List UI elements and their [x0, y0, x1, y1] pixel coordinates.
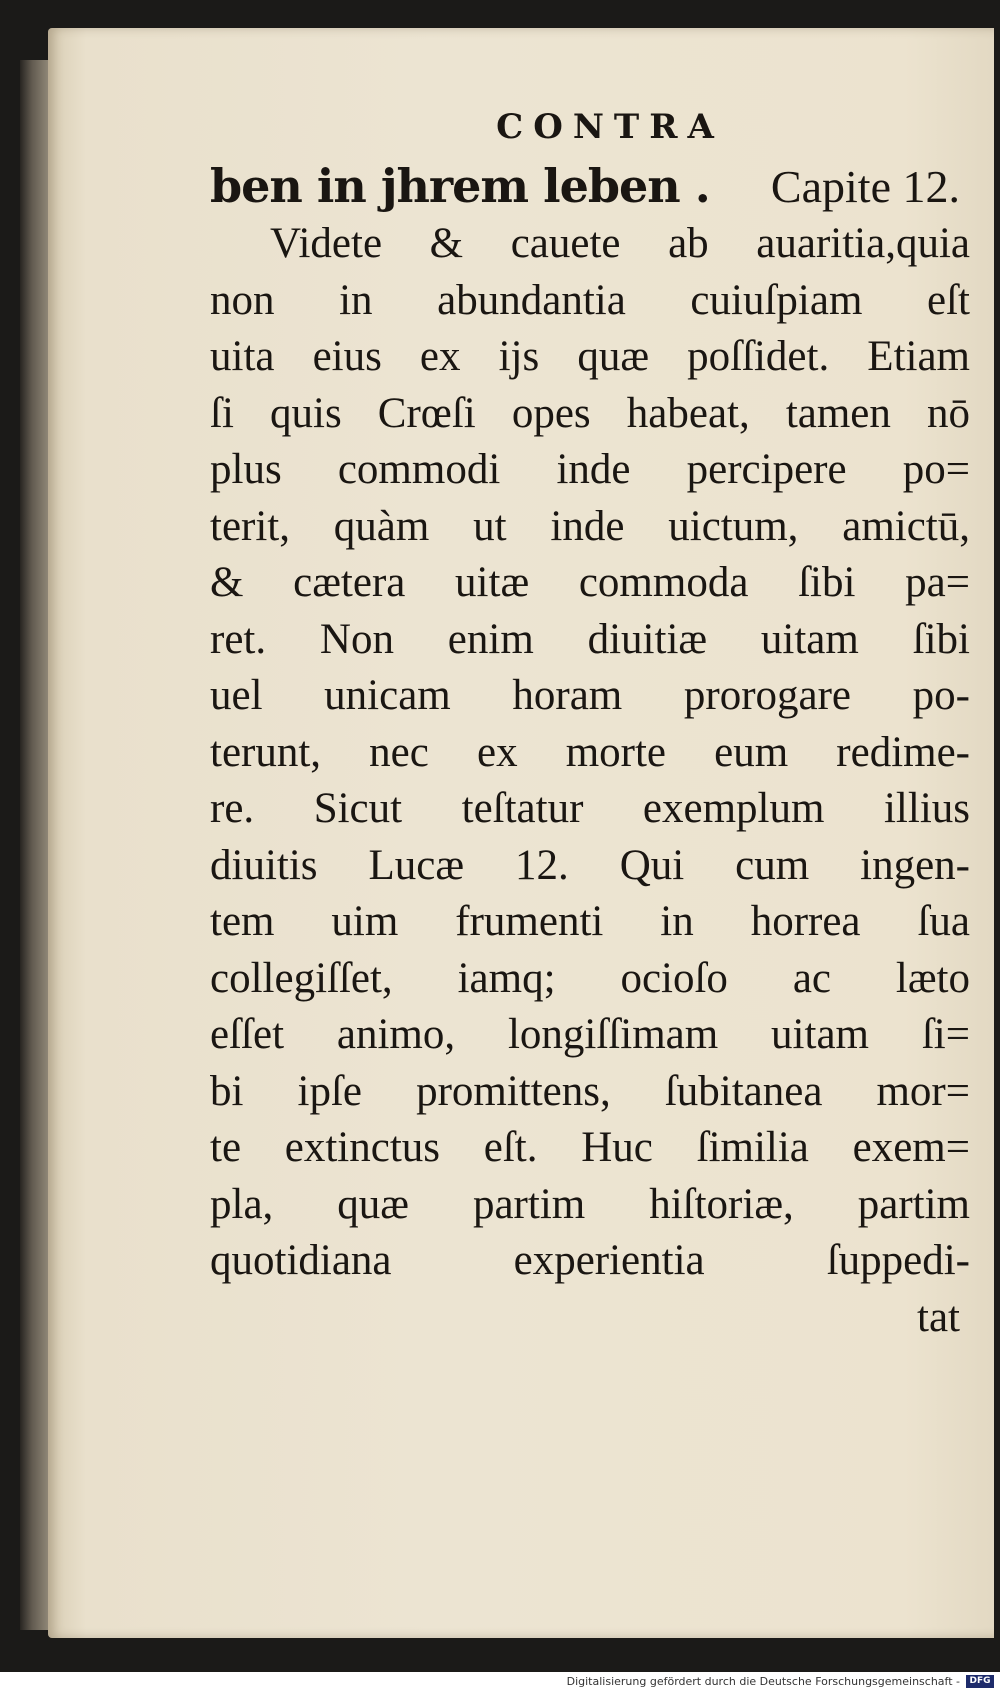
text-line: diuitis Lucæ 12. Qui cum ingen- [210, 841, 970, 889]
footer-bar [0, 1672, 1000, 1692]
text-line: collegiſſet, iamq; ocioſo ac læto [210, 954, 970, 1002]
text-line: plus commodi inde percipere po= [210, 446, 970, 493]
text-line: ret. Non enim diuitiæ uitam ſibi [210, 615, 970, 663]
text-line: terunt, nec ex morte eum redime- [210, 728, 970, 776]
text-line: tem uim frumenti in horrea ſua [210, 898, 970, 945]
text-block [210, 98, 970, 1346]
dfg-logo-icon: DFG [966, 1675, 994, 1688]
text-line: re. Sicut teſtatur exemplum illius [210, 785, 970, 832]
heading-german: ben in jhrem leben . [210, 159, 710, 213]
scan-right-edge [994, 0, 1000, 1672]
text-line: & cætera uitæ commoda ſibi pa= [210, 559, 970, 606]
text-line: uita eius ex ijs quæ poſſidet. Etiam [210, 333, 970, 380]
text-line: bi ipſe promittens, ſubitanea mor= [210, 1067, 970, 1115]
text-line: non in abundantia cuiuſpiam eſt [210, 276, 970, 324]
text-line: pla, quæ partim hiſtoriæ, partim [210, 1180, 970, 1228]
text-line: terit, quàm ut inde uictum, amictū, [210, 502, 970, 550]
text-line: quotidiana experientia ſuppedi- [210, 1237, 970, 1284]
running-head: CONTRA [496, 107, 724, 147]
heading-chapter: Capite 12. [770, 161, 960, 212]
text-line: eſſet animo, longiſſimam uitam ſi= [210, 1011, 970, 1058]
text-line: Videte & cauete ab auaritia,quia [270, 220, 970, 267]
footer-credit: Digitalisierung gefördert durch die Deutsche Forschungsgemeinschaft - [566, 1675, 960, 1688]
text-line: te extinctus eſt. Huc ſimilia exem= [210, 1124, 970, 1171]
page-edge [20, 60, 50, 1630]
text-line: uel unicam horam prorogare po- [210, 672, 970, 719]
catchword: tat [917, 1293, 960, 1341]
heading-line [210, 156, 970, 216]
text-line: ſi quis Crœſi opes habeat, tamen nō [210, 389, 970, 437]
